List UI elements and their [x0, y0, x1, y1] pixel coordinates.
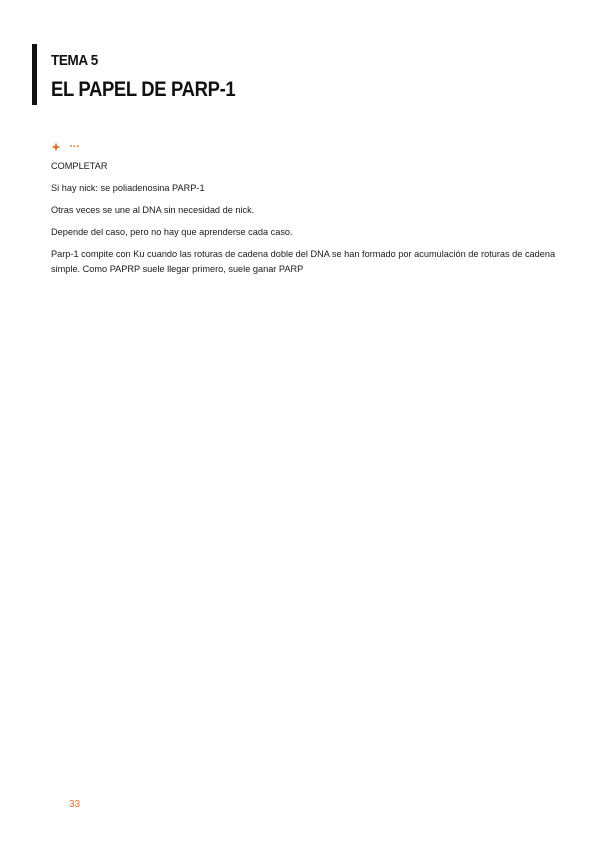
paragraph: Otras veces se une al DNA sin necesidad de nick.	[51, 205, 255, 215]
chapter-label: TEMA 5	[51, 52, 98, 69]
section-heading: …	[69, 138, 80, 150]
page-title: EL PAPEL DE PARP-1	[51, 78, 236, 101]
page-number: 33	[69, 799, 81, 810]
paragraph: COMPLETAR	[51, 161, 108, 171]
paragraph: Parp-1 compite con Ku cuando las roturas de cadena doble del DNA se han formado por acumulación de roturas de cadena simple. Como PAPRP suele llegar primero, suele ganar PARP	[51, 249, 556, 274]
title-accent-bar	[32, 44, 37, 105]
diamond-bullet-icon	[51, 139, 61, 149]
section-bullet	[51, 137, 80, 151]
paragraph: Si hay nick: se poliadenosina PARP-1	[51, 183, 205, 193]
paragraph: Depende del caso, pero no hay que aprenderse cada caso.	[51, 227, 293, 237]
